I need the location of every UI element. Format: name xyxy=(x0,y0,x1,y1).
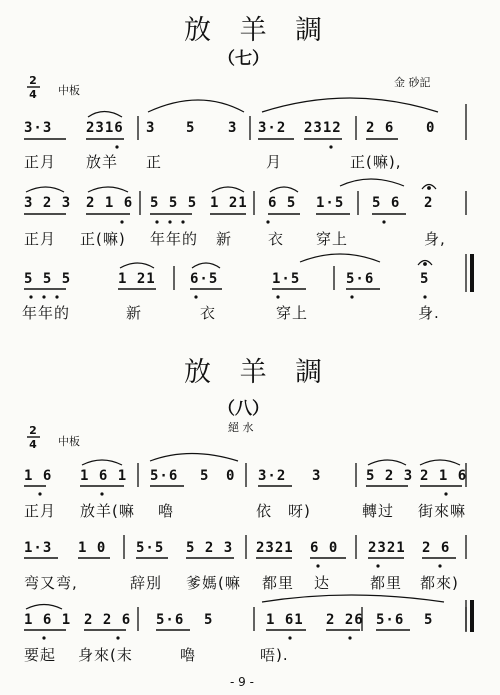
p8-l2-lyric-7: 都來) xyxy=(420,574,459,592)
slur xyxy=(88,112,122,118)
p7-l1-note-1: 3·3 xyxy=(24,120,53,136)
p8-l2-note-8: 2 6 xyxy=(422,540,451,556)
p7-l2-lyric-5: 衣 xyxy=(268,230,285,248)
p7-l1-note-4: 5 xyxy=(186,120,196,136)
p8-l1-note-9: 2 1 6 xyxy=(420,468,468,484)
p7-l2-lyric-6: 穿上 xyxy=(316,230,349,248)
octave-dot xyxy=(155,220,158,223)
octave-dot xyxy=(55,295,58,298)
p8-l3-note-6: 2 26 xyxy=(326,612,364,628)
p8-l1-lyric-1: 正月 xyxy=(24,502,57,520)
p8-l1-lyric-5: 呀) xyxy=(288,502,311,520)
octave-dot xyxy=(423,295,426,298)
p8-l1-note-2: 1 6 1 xyxy=(80,468,128,484)
p7-l2-note-1: 3 2 3 xyxy=(24,195,72,211)
p7-l2-lyric-1: 正月 xyxy=(24,230,57,248)
p7-l3-note-2: 1 21 xyxy=(118,271,156,287)
piece8-tempo: 中板 xyxy=(58,435,80,448)
p7-l3-note-4: 1·5 xyxy=(272,271,301,287)
p8-l1-lyric-2: 放羊(嘛 xyxy=(80,502,135,520)
piece7-meter-denominator: 4 xyxy=(29,88,37,101)
p8-l1-note-5: 0 xyxy=(226,468,236,484)
piece8-title: 放 羊 調 xyxy=(184,357,333,388)
p7-l2-note-4: 1 21 xyxy=(210,195,248,211)
octave-dot xyxy=(42,295,45,298)
p7-l1-note-2: 2316 xyxy=(86,120,124,136)
fermata xyxy=(428,187,431,190)
p8-l3-note-7: 5·6 xyxy=(376,612,405,628)
piece8-meter-numerator: 2 xyxy=(29,424,37,437)
p8-l1-note-4: 5 xyxy=(200,468,210,484)
slur xyxy=(340,179,404,186)
p7-l1-note-9: 0 xyxy=(426,120,436,136)
p8-l2-note-4: 5 2 3 xyxy=(186,540,234,556)
p7-l1-lyric-2: 放羊 xyxy=(86,153,119,171)
p7-l2-lyric-7: 身, xyxy=(424,230,446,248)
p7-l1-note-5: 3 xyxy=(228,120,238,136)
octave-dot xyxy=(316,564,319,567)
octave-dot xyxy=(120,220,123,223)
slur xyxy=(192,263,220,268)
p7-l3-note-6: 5 xyxy=(420,271,430,287)
p8-l1-lyric-7: 街來嘛 xyxy=(418,502,467,520)
p8-l3-note-3: 5·6 xyxy=(156,612,185,628)
p8-l1-lyric-6: 轉过 xyxy=(362,502,395,520)
octave-dot xyxy=(348,636,351,639)
p8-l2-lyric-2: 辞別 xyxy=(130,574,163,592)
p8-l2-note-7: 2321 xyxy=(368,540,406,556)
p8-l2-lyric-4: 都里 xyxy=(262,574,295,592)
p7-l2-note-7: 5 6 xyxy=(372,195,401,211)
slur xyxy=(212,187,244,192)
piece7-credit: 金 砂記 xyxy=(394,76,431,89)
octave-dot xyxy=(115,145,118,148)
p7-l3-lyric-4: 穿上 xyxy=(276,304,309,322)
p7-l3-lyric-2: 新 xyxy=(126,304,143,322)
octave-dot xyxy=(29,295,32,298)
octave-dot xyxy=(329,145,332,148)
slur xyxy=(262,595,444,602)
p7-l1-lyric-1: 正月 xyxy=(24,153,57,171)
p8-l1-note-6: 3·2 xyxy=(258,468,287,484)
p8-l3-note-4: 5 xyxy=(204,612,214,628)
piece8-meter-denominator: 4 xyxy=(29,438,37,451)
p7-l2-lyric-2: 正(嘛) xyxy=(80,230,126,248)
final-barline xyxy=(470,600,474,632)
slur xyxy=(300,254,380,262)
p7-l1-note-3: 3 xyxy=(146,120,156,136)
p7-l3-lyric-3: 衣 xyxy=(200,304,217,322)
piece8-number: （八） xyxy=(218,399,269,419)
slur xyxy=(120,263,154,268)
octave-dot xyxy=(350,295,353,298)
p8-l2-lyric-5: 达 xyxy=(314,574,331,592)
slur xyxy=(148,100,244,112)
piece8-credit: 絕 水 xyxy=(228,421,254,434)
slur xyxy=(270,187,298,192)
p7-l2-note-8: 2 xyxy=(424,195,434,211)
slur xyxy=(420,460,460,465)
octave-dot xyxy=(382,220,385,223)
octave-dot xyxy=(116,636,119,639)
p8-l3-note-2: 2 2 6 xyxy=(84,612,132,628)
piece7-title: 放 羊 調 xyxy=(184,15,333,46)
p8-l2-note-2: 1 0 xyxy=(78,540,107,556)
octave-dot xyxy=(376,564,379,567)
slur xyxy=(26,187,64,192)
p7-l1-lyric-4: 月 xyxy=(266,153,283,171)
p8-l3-lyric-1: 要起 xyxy=(24,646,57,664)
p7-l3-note-3: 6·5 xyxy=(190,271,219,287)
p8-l2-lyric-6: 都里 xyxy=(370,574,403,592)
slur xyxy=(88,187,128,192)
octave-dot xyxy=(438,564,441,567)
p7-l1-note-8: 2 6 xyxy=(366,120,395,136)
p7-l1-note-7: 2312 xyxy=(304,120,342,136)
p7-l3-note-5: 5·6 xyxy=(346,271,375,287)
piece7-tempo: 中板 xyxy=(58,84,80,97)
fermata xyxy=(424,263,427,266)
p7-l2-note-3: 5 5 5 xyxy=(150,195,198,211)
slur xyxy=(262,98,438,112)
p8-l2-lyric-1: 弯又弯, xyxy=(24,574,78,592)
p7-l2-note-2: 2 1 6 xyxy=(86,195,134,211)
octave-dot xyxy=(38,492,41,495)
p8-l1-lyric-4: 依 xyxy=(256,502,273,520)
p8-l3-lyric-2: 身來(末 xyxy=(78,646,133,664)
p8-l3-lyric-3: 嚕 xyxy=(180,646,197,664)
p8-l1-note-1: 1 6 xyxy=(24,468,53,484)
p7-l1-note-6: 3·2 xyxy=(258,120,287,136)
p8-l2-note-5: 2321 xyxy=(256,540,294,556)
final-barline xyxy=(470,254,474,292)
octave-dot xyxy=(100,492,103,495)
p8-l1-note-8: 5 2 3 xyxy=(366,468,414,484)
p7-l2-lyric-4: 新 xyxy=(216,230,233,248)
octave-dot xyxy=(288,636,291,639)
p7-l3-lyric-5: 身. xyxy=(418,304,440,322)
p8-l1-note-7: 3 xyxy=(312,468,322,484)
p8-l1-note-3: 5·6 xyxy=(150,468,179,484)
octave-dot xyxy=(42,636,45,639)
p7-l3-lyric-1: 年年的 xyxy=(22,304,71,322)
p8-l2-note-1: 1·3 xyxy=(24,540,53,556)
piece7-meter-numerator: 2 xyxy=(29,74,37,87)
slur xyxy=(26,605,62,610)
octave-dot xyxy=(194,295,197,298)
p8-l3-note-5: 1 61 xyxy=(266,612,304,628)
octave-dot xyxy=(181,220,184,223)
p7-l1-lyric-5: 正(嘛), xyxy=(350,153,402,171)
p8-l1-lyric-3: 嚕 xyxy=(158,502,175,520)
p8-l3-note-1: 1 6 1 xyxy=(24,612,72,628)
octave-dot xyxy=(444,492,447,495)
slur xyxy=(82,460,122,465)
p7-l1-lyric-3: 正 xyxy=(146,153,163,171)
p7-l2-lyric-3: 年年的 xyxy=(150,230,199,248)
p8-l3-note-8: 5 xyxy=(424,612,434,628)
p8-l2-lyric-3: 爹媽(嘛 xyxy=(186,574,241,592)
octave-dot xyxy=(168,220,171,223)
p8-l2-note-6: 6 0 xyxy=(310,540,339,556)
octave-dot xyxy=(266,220,269,223)
p8-l3-lyric-4: 唔). xyxy=(260,646,289,664)
slur xyxy=(150,454,238,462)
p8-l2-note-3: 5·5 xyxy=(136,540,165,556)
p7-l3-note-1: 5 5 5 xyxy=(24,271,72,287)
slur xyxy=(368,460,406,465)
octave-dot xyxy=(276,295,279,298)
page-number: - 9 - xyxy=(230,675,254,689)
p7-l2-note-6: 1·5 xyxy=(316,195,345,211)
p7-l2-note-5: 6 5 xyxy=(268,195,297,211)
piece7-number: （七） xyxy=(218,49,269,69)
